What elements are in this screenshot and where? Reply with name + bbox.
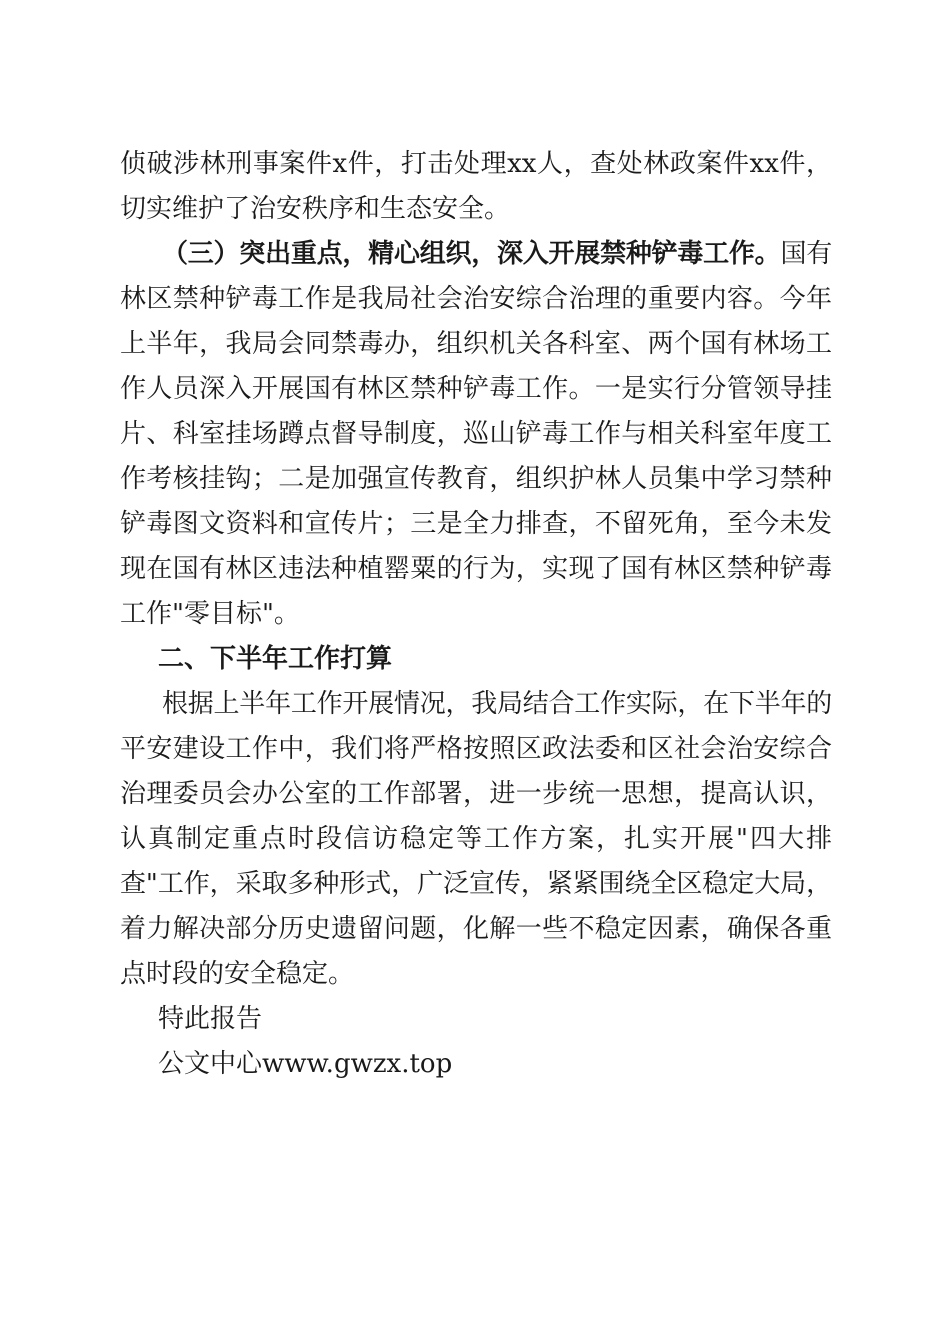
paragraph-line: 作考核挂钩；二是加强宣传教育，组织护林人员集中学习禁种 — [120, 464, 832, 494]
paragraph-line: 现在国有林区违法种植罂粟的行为，实现了国有林区禁种铲毒 — [120, 554, 832, 584]
paragraph-line: 查"工作，采取多种形式，广泛宣传，紧紧围绕全区稳定大局， — [120, 869, 833, 899]
paragraph-line: 上半年，我局会同禁毒办，组织机关各科室、两个国有林场工 — [120, 329, 832, 359]
paragraph-line: 根据上半年工作开展情况，我局结合工作实际，在下半年的 — [162, 689, 832, 719]
closing-text: 特此报告 — [158, 1004, 263, 1034]
paragraph-line: 认真制定重点时段信访稳定等工作方案，扎实开展"四大排 — [120, 824, 832, 854]
paragraph-line: 平安建设工作中，我们将严格按照区政法委和区社会治安综合 — [120, 734, 832, 764]
source-text: 公文中心www.gwzx.top — [158, 1049, 453, 1079]
paragraph-lead-line — [162, 234, 832, 274]
paragraph-line: 作人员深入开展国有林区禁种铲毒工作。一是实行分管领导挂 — [120, 374, 832, 404]
paragraph-line: 片、科室挂场蹲点督导制度，巡山铲毒工作与相关科室年度工 — [120, 419, 832, 449]
paragraph-line: 侦破涉林刑事案件x件，打击处理xx人，查处林政案件xx件， — [120, 149, 832, 179]
paragraph-line: 治理委员会办公室的工作部署，进一步统一思想，提高认识， — [120, 779, 832, 809]
lead-rest: 国有 — [780, 239, 832, 269]
paragraph-line: 切实维护了治安秩序和生态安全。 — [120, 194, 511, 224]
section-heading: 二、下半年工作打算 — [158, 644, 393, 674]
paragraph-line: 林区禁种铲毒工作是我局社会治安综合治理的重要内容。今年 — [120, 284, 832, 314]
paragraph-line: 着力解决部分历史遗留问题，化解一些不稳定因素，确保各重 — [120, 914, 832, 944]
paragraph-line: 点时段的安全稳定。 — [120, 959, 355, 989]
paragraph-line: 工作"零目标"。 — [120, 599, 300, 629]
paragraph-line: 铲毒图文资料和宣传片；三是全力排查，不留死角，至今未发 — [120, 509, 832, 539]
subheading-three: （三）突出重点，精心组织，深入开展禁种铲毒工作。 — [162, 239, 781, 269]
